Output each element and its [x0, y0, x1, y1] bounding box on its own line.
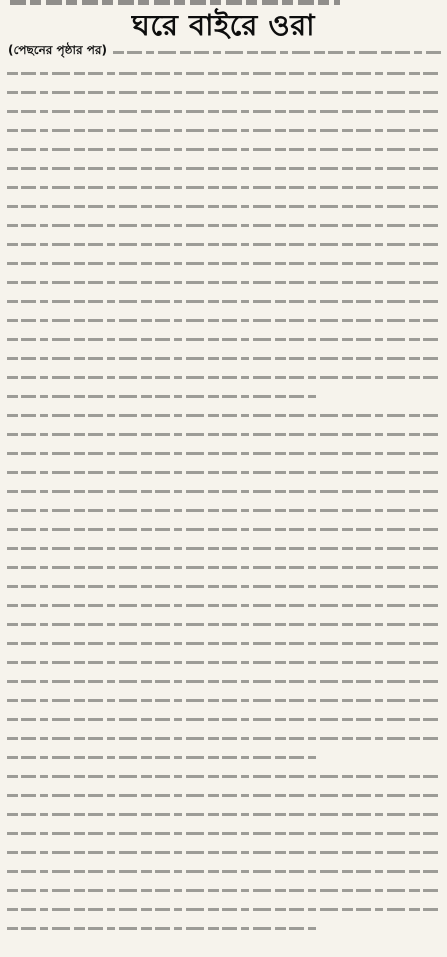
- article-text-line: [7, 598, 441, 612]
- article-text-line: [7, 104, 441, 118]
- article-text-line: [7, 332, 441, 346]
- article-body: [7, 42, 441, 954]
- article-text-line: [7, 750, 319, 764]
- article-text-line: [7, 427, 441, 441]
- article-text-line: [7, 484, 441, 498]
- article-text-line: [7, 161, 441, 175]
- article-text-line: [7, 85, 441, 99]
- article-text-line: [7, 503, 441, 517]
- article-text-line: [7, 560, 441, 574]
- cropped-top-text-strip: [8, 0, 438, 7]
- article-text-line: [7, 826, 441, 840]
- article-text-line: [7, 370, 441, 384]
- article-text-line: [7, 522, 441, 536]
- article-text-line: [7, 275, 441, 289]
- article-text-line: [7, 769, 441, 783]
- article-text-block: [7, 66, 441, 935]
- article-text-line: [7, 579, 441, 593]
- article-text-line: [7, 389, 319, 403]
- article-text-line: [7, 446, 441, 460]
- article-text-line: [7, 883, 441, 897]
- article-text-line: [7, 199, 441, 213]
- article-text-line: [7, 864, 441, 878]
- article-text-line: [7, 845, 441, 859]
- article-text-line: [7, 351, 441, 365]
- article-text-line: [7, 655, 441, 669]
- article-text-line: [7, 921, 319, 935]
- article-text-line: [7, 256, 441, 270]
- article-headline: ঘরে বাইরে ওরা: [131, 8, 316, 42]
- continued-from-tag: (পেছনের পৃষ্ঠার পর): [8, 42, 107, 57]
- article-text-line: [7, 294, 441, 308]
- article-text-line: [7, 123, 441, 137]
- article-text-line: [7, 237, 441, 251]
- article-text-line: [7, 541, 441, 555]
- article-text-line: [7, 674, 441, 688]
- article-text-line: [113, 45, 441, 59]
- article-text-line: [7, 66, 441, 80]
- article-text-line: [7, 788, 441, 802]
- article-first-line: [7, 42, 441, 61]
- article-text-line: [7, 313, 441, 327]
- article-text-line: [7, 218, 441, 232]
- article-text-line: [7, 465, 441, 479]
- article-text-line: [7, 636, 441, 650]
- cropped-text-line: [10, 0, 340, 5]
- article-text-line: [7, 408, 441, 422]
- article-text-line: [7, 712, 441, 726]
- article-text-line: [7, 180, 441, 194]
- article-text-line: [7, 807, 441, 821]
- article-text-line: [7, 142, 441, 156]
- article-text-line: [7, 617, 441, 631]
- article-text-line: [7, 731, 441, 745]
- article-text-line: [7, 693, 441, 707]
- article-text-line: [7, 902, 441, 916]
